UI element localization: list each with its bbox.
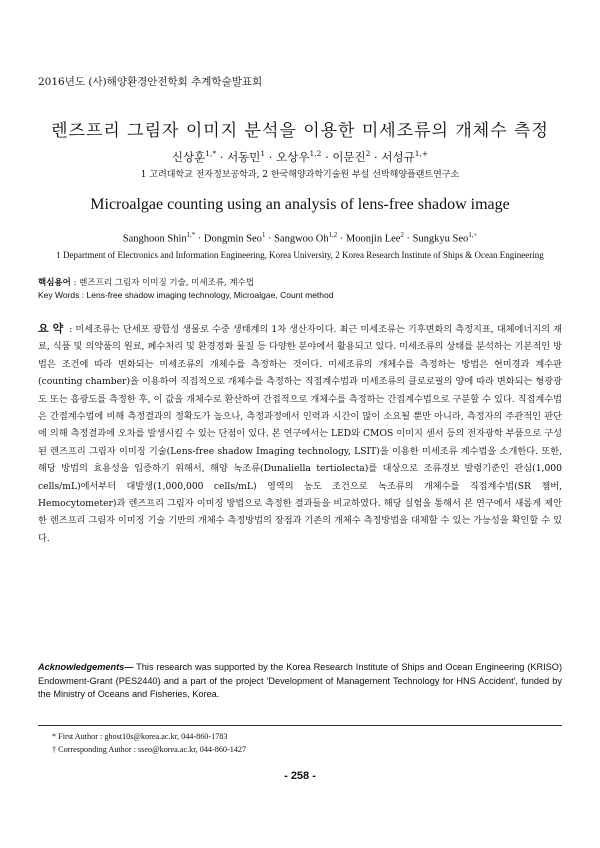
author-name: 신상훈 (171, 150, 206, 164)
author-sup: 1,* (205, 149, 217, 159)
author-name: 서성규 (381, 150, 415, 164)
author-sup: 1,+ (414, 149, 429, 159)
author-sup: 1,2 (328, 232, 338, 239)
abstract (38, 320, 562, 547)
author-sup: 2 (365, 149, 371, 159)
author-name: 오상우 (276, 150, 310, 164)
author-name: 서동민 (227, 150, 261, 164)
authors-korean: 신상훈$^{1,*}$ · 서동민$^1$ · 오상우$^{1,2}$ · 이문진$^2$ · 서성규$^{1,+}$ (171, 149, 429, 164)
affiliation-korean: 1 고려대학교 전자정보공학과, 2 한국해양과학기술원 부설 선박해양플랜트연구소 (140, 170, 460, 180)
page-number: - 258 - (284, 770, 316, 782)
author-sup: 1,2 (309, 149, 322, 159)
keywords-korean-text: 렌즈프리 그림자 이미징 기술, 미세조류, 계수법 (79, 278, 255, 288)
author-sup: 1,+ (468, 232, 478, 239)
author-name: Sungkyu Seo (412, 233, 469, 245)
author-name: Moonjin Lee (345, 233, 401, 245)
author-name: Sangwoo Oh (274, 233, 329, 245)
footnote-divider (38, 725, 562, 726)
affiliation-english: 1 Department of Electronics and Information Engineering, Korea University, 2 Korea Research Institute of Ships & Ocean Engineering (56, 250, 544, 260)
abstract-label: 요 약 (38, 322, 64, 335)
author-sup: 1,* (186, 232, 196, 239)
keywords-english: Key Words : Lens-free shadow imaging technology, Microalgae, Count method (38, 290, 334, 300)
authors-english: Sanghoon Shin$^{1,*}$ · Dongmin Seo$^1$ · Sangwoo Oh$^{1,2}$ · Moonjin Lee$^2$ · Sungkyu Seo$^{1,+}$ (122, 232, 478, 245)
title-english: Microalgae counting using an analysis of lens-free shadow image (90, 196, 510, 213)
author-name: Sanghoon Shin (122, 233, 187, 245)
acknowledgements (38, 661, 562, 702)
conference-header: 2016년도 (사)해양환경안전학회 추계학술발표회 (38, 76, 263, 88)
footnote-mark: * (52, 732, 57, 741)
abstract-text: : 미세조류는 단세포 광합성 생물로 수중 생태계의 1차 생산자이다. 최근 미세조류는 기후변화의 측정지표, 대체에너지의 재료, 식품 및 의약품의 원료, 폐수처리 및 환경정화 물질 등 다양한 분야에서 활용되고 있다. 미세조류의 상태를 분석하는 기본적인 방법은 조건에 따라 변화되는 미세조류의 개체수를 측정하는 것이다. 미세조류의 개체수를 측정하는 방법은 현미경과 계수판(counting chamber)을 이용하여 직접적으로 개체수를 측정하는 직접계수법과 미세조류의 클로로필의 양에 따라 변화되는 형광광도 또는 흡광도를 측정한 후, 이 값을 개체수로 환산하여 간접적으로 개체수를 측정하는 간접계수법으로 구분할 수 있다. 직접계수법은 간접계수법에 비해 측정결과의 정확도가 높으나, 측정과정에서 인력과 시간이 많이 소요될 뿐만 아니라, 측정자의 주관적인 판단에 의해 측정결과에 오차를 발생시킬 수 있는 단점이 있다. 본 연구에서는 LED와 CMOS 이미지 센서 등의 전자광학 부품으로 구성된 렌즈프리 그림자 이미징 기술(Lens-free shadow Imaging technology, LSIT)을 이용한 미세조류 계수법을 소개한다. 또한, 해당 방법의 효용성을 입증하기 위해서, 해양 녹조류(Dunaliella tertiolecta)를 대상으로 조류경보 발령기준인 관심(1,000 cells/mL)에서부터 대발생(1,000,000 cells/mL) 영역의 농도 조건으로 녹조류의 개체수를 직접계수법(SR 챔버, Hemocytometer)과 렌즈프리 그림자 이미징 방법으로 측정한 결과들을 비교하였다. 해당 실험을 통해서 본 연구에서 새롭게 제안한 렌즈프리 그림자 이미징 기술 기반의 개체수 측정방법의 장점과 기존의 개체수 측정방법을 대체할 수 있는 가능성을 확인할 수 있다. (38, 324, 562, 544)
keywords-english-label: Key Words (38, 290, 80, 300)
keywords-english-text: Lens-free shadow imaging technology, Microalgae, Count method (86, 290, 334, 300)
footnote-mark: † (52, 745, 57, 754)
keywords-korean: 핵심용어 : 렌즈프리 그림자 이미징 기술, 미세조류, 계수법 (38, 278, 255, 288)
keywords-korean-label: 핵심용어 (38, 278, 71, 288)
footnote-first-author (52, 732, 228, 741)
footnote-text: First Author : ghost10s@korea.ac.kr, 044-860-1783 (58, 732, 228, 741)
acknowledgements-text: This research was supported by the Korea Research Institute of Ships and Ocean Engineering (KRISO) Endowment-Grant (PES2440) and a part of the project 'Development of Management Technology for HNS Accident', funded by the Ministry of Oceans and Fisheries, Korea. (38, 662, 562, 699)
footnote-corresponding-author (52, 745, 246, 754)
author-name: 이문진 (332, 150, 366, 164)
author-sup: 1 (261, 232, 266, 239)
acknowledgements-label: Acknowledgements— (38, 662, 134, 672)
footnote-text: Corresponding Author : sseo@korea.ac.kr, 044-860-1427 (58, 745, 247, 754)
author-sup: 1 (260, 149, 266, 159)
title-korean: 렌즈프리 그림자 이미지 분석을 이용한 미세조류의 개체수 측정 (51, 121, 549, 141)
author-sup: 2 (400, 232, 404, 239)
author-name: Dongmin Seo (203, 233, 262, 245)
